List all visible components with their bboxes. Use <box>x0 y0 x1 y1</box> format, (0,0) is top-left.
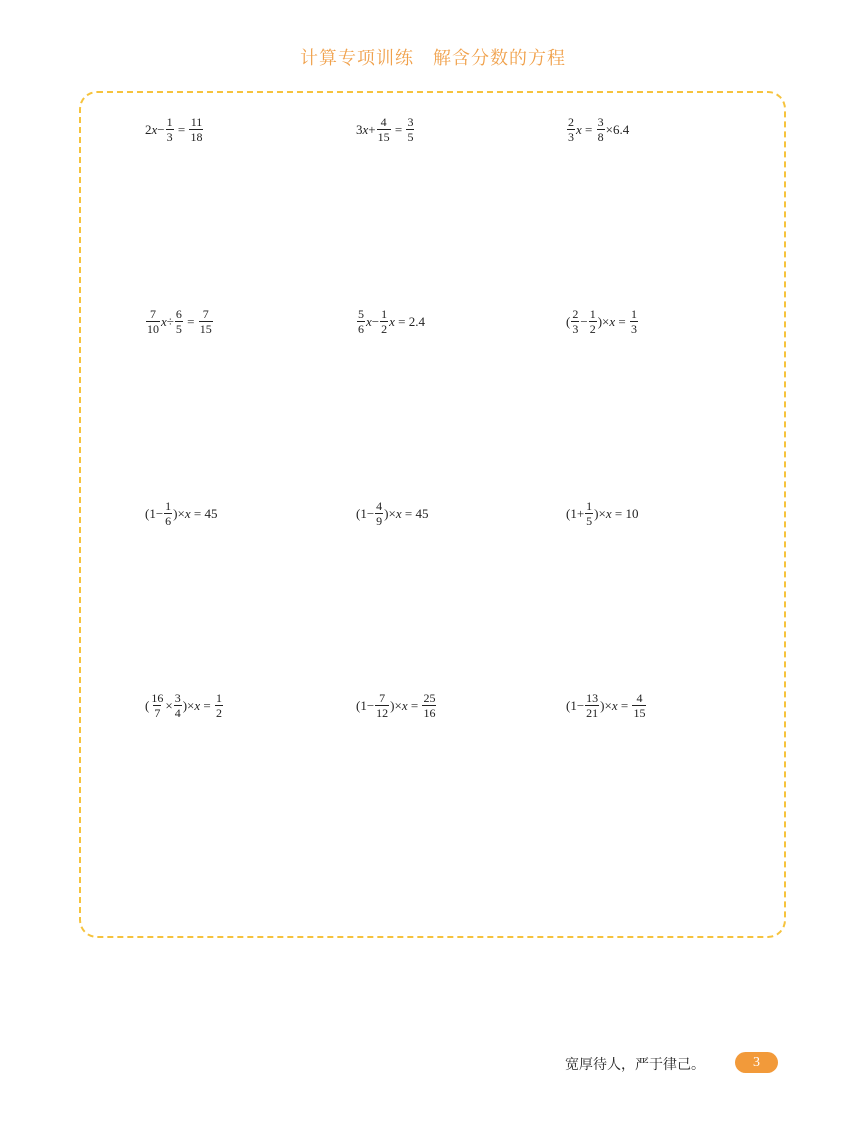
variable: x <box>401 698 408 713</box>
equation <box>566 500 638 527</box>
equation-text: )× <box>182 698 195 713</box>
fraction <box>632 692 646 719</box>
equation-text: + <box>368 122 376 137</box>
equation <box>356 116 415 143</box>
fraction <box>215 692 223 719</box>
numerator: 2 <box>568 115 574 129</box>
page-number-badge: 3 <box>735 1052 778 1073</box>
denominator: 5 <box>175 322 182 336</box>
fraction <box>567 116 575 143</box>
denominator: 18 <box>190 130 203 144</box>
fraction <box>175 308 183 335</box>
equation <box>145 500 217 527</box>
fraction <box>199 308 213 335</box>
numerator: 1 <box>586 499 593 513</box>
equation-text: 2 <box>145 122 152 137</box>
equation-text: − <box>580 314 588 329</box>
fraction <box>589 308 597 335</box>
numerator: 25 <box>423 691 436 705</box>
variable: x <box>609 314 616 329</box>
numerator: 3 <box>174 691 181 705</box>
equation-text: ( <box>566 314 571 329</box>
denominator: 2 <box>381 322 388 336</box>
fraction <box>146 308 160 335</box>
equation <box>566 308 639 335</box>
equation-text: = 45 <box>401 506 429 521</box>
fraction <box>164 500 172 527</box>
variable: x <box>389 314 395 329</box>
denominator: 9 <box>376 514 383 528</box>
equation <box>566 692 647 719</box>
equation <box>145 116 204 143</box>
equation-text: = <box>200 698 214 713</box>
numerator: 13 <box>586 691 599 705</box>
denominator: 4 <box>174 706 181 720</box>
variable: x <box>395 506 402 521</box>
equation-text: − <box>371 314 380 329</box>
equation-text: (1− <box>356 698 375 713</box>
fraction <box>422 692 436 719</box>
fraction <box>597 116 605 143</box>
denominator: 10 <box>147 322 159 336</box>
equation-text: (1− <box>145 506 164 521</box>
equation-text: (1− <box>356 506 375 521</box>
equation-text: = <box>407 698 422 713</box>
denominator: 15 <box>199 322 212 336</box>
fraction <box>150 692 164 719</box>
numerator: 4 <box>636 691 643 705</box>
numerator: 5 <box>358 307 364 321</box>
variable: x <box>611 698 618 713</box>
variable: x <box>362 122 369 137</box>
fraction <box>380 308 388 335</box>
numerator: 1 <box>165 499 172 513</box>
numerator: 2 <box>572 307 579 321</box>
numerator: 3 <box>597 115 604 129</box>
fraction <box>375 692 389 719</box>
numerator: 1 <box>381 307 388 321</box>
numerator: 1 <box>166 115 173 129</box>
equation <box>356 692 437 719</box>
equation-text: = <box>391 122 406 137</box>
numerator: 1 <box>215 691 222 705</box>
denominator: 5 <box>407 130 414 144</box>
equation-text: − <box>157 122 165 137</box>
page-title: 计算专项训练 解含分数的方程 <box>300 48 566 69</box>
denominator: 2 <box>589 322 596 336</box>
numerator: 16 <box>151 691 164 705</box>
equation-text: = 45 <box>190 506 218 521</box>
equation <box>356 500 428 527</box>
numerator: 11 <box>190 115 203 129</box>
denominator: 6 <box>165 514 172 528</box>
denominator: 12 <box>376 706 389 720</box>
denominator: 15 <box>377 130 390 144</box>
footer-motto: 宽厚待人，严于律己。 <box>565 1057 705 1073</box>
equation-text: 3 <box>356 122 363 137</box>
equation-text: )× <box>390 698 402 713</box>
denominator: 6 <box>358 322 364 336</box>
variable: x <box>161 314 167 329</box>
equation-text: = <box>615 314 629 329</box>
denominator: 3 <box>568 130 574 144</box>
fraction <box>377 116 391 143</box>
fraction <box>166 116 174 143</box>
equation-text: )× <box>597 314 610 329</box>
equation-text: = 2.4 <box>394 314 425 329</box>
denominator: 8 <box>597 130 604 144</box>
denominator: 3 <box>166 130 173 144</box>
equation-text: ÷ <box>166 314 174 329</box>
equation-text: (1+ <box>566 506 585 521</box>
numerator: 6 <box>175 307 182 321</box>
fraction <box>585 692 599 719</box>
numerator: 3 <box>407 115 414 129</box>
variable: x <box>151 122 158 137</box>
equation-text: = <box>183 314 198 329</box>
equation-text: )× <box>594 506 606 521</box>
denominator: 5 <box>586 514 593 528</box>
denominator: 16 <box>423 706 436 720</box>
numerator: 7 <box>202 307 209 321</box>
denominator: 3 <box>630 322 637 336</box>
equation-text: = <box>174 122 189 137</box>
equation <box>145 692 224 719</box>
numerator: 1 <box>630 307 637 321</box>
fraction <box>630 308 638 335</box>
fraction <box>189 116 203 143</box>
fraction <box>406 116 414 143</box>
fraction <box>375 500 383 527</box>
equation-text: × <box>165 698 173 713</box>
equation-text: = <box>617 698 632 713</box>
numerator: 7 <box>379 691 386 705</box>
denominator: 15 <box>633 706 646 720</box>
equation-text: = 10 <box>611 506 639 521</box>
equation-text: ×6.4 <box>605 122 630 137</box>
numerator: 7 <box>150 307 156 321</box>
variable: x <box>605 506 612 521</box>
denominator: 21 <box>586 706 599 720</box>
equation-text: (1− <box>566 698 585 713</box>
fraction <box>357 308 365 335</box>
fraction <box>585 500 593 527</box>
equation-text: ( <box>145 698 150 713</box>
denominator: 3 <box>572 322 579 336</box>
denominator: 2 <box>215 706 222 720</box>
variable: x <box>184 506 191 521</box>
variable: x <box>366 314 372 329</box>
equation <box>145 308 214 335</box>
equation-text: )× <box>600 698 612 713</box>
equation <box>566 116 629 143</box>
numerator: 4 <box>376 499 383 513</box>
equation <box>356 308 425 335</box>
denominator: 7 <box>154 706 161 720</box>
variable: x <box>194 698 201 713</box>
equation-text: )× <box>384 506 396 521</box>
equation-text: = <box>581 122 596 137</box>
equation-text: )× <box>173 506 185 521</box>
numerator: 4 <box>380 115 387 129</box>
fraction <box>174 692 182 719</box>
fraction <box>571 308 579 335</box>
variable: x <box>576 122 582 137</box>
numerator: 1 <box>589 307 596 321</box>
